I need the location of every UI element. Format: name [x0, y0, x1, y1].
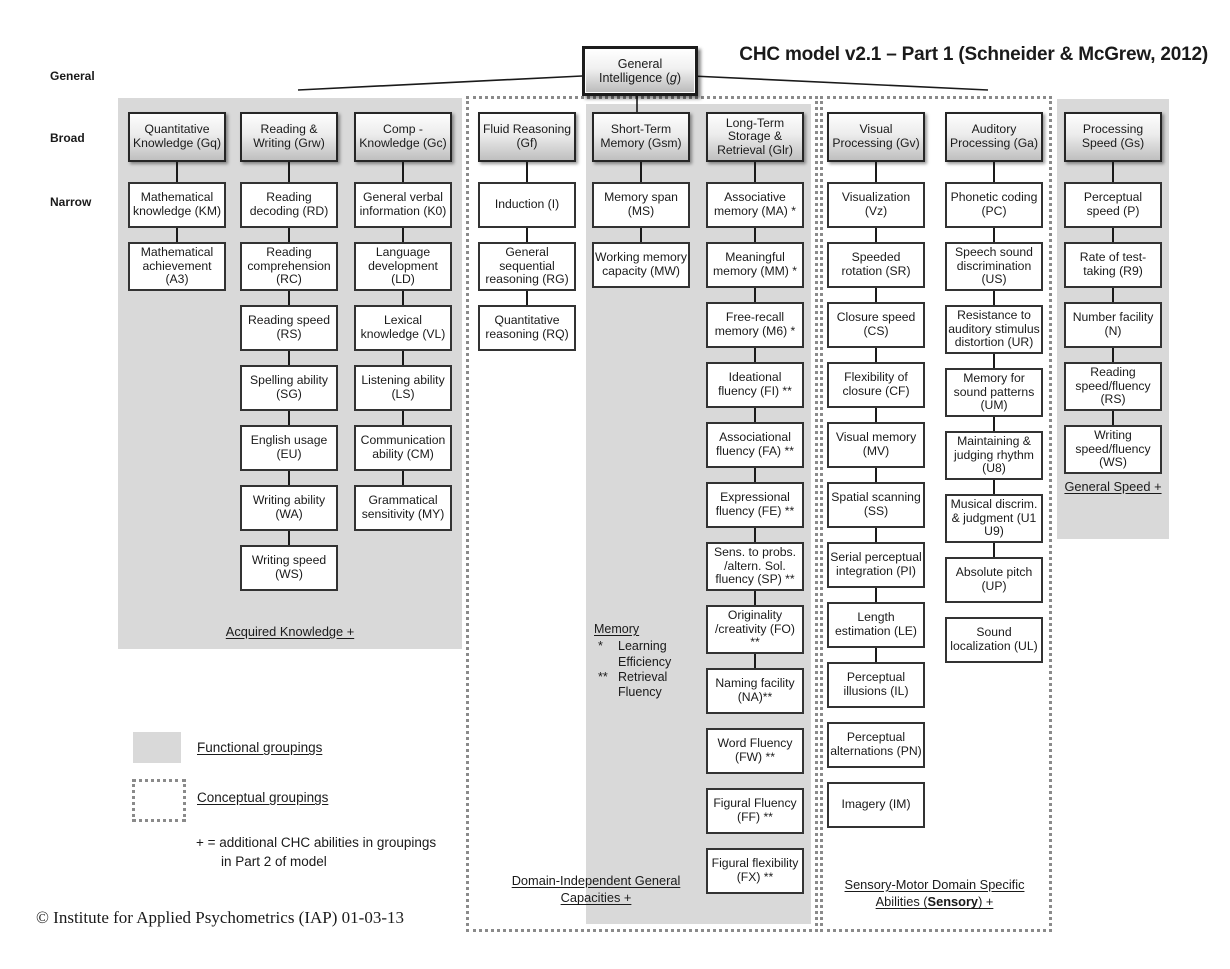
label-acquired-knowledge: Acquired Knowledge +	[225, 624, 355, 639]
narrow-ability-box: Sens. to probs. /altern. Sol. fluency (SP) **	[706, 542, 804, 591]
narrow-ability-box: Number facility (N)	[1064, 302, 1162, 348]
connector-line	[402, 162, 404, 182]
narrow-ability-box: Speech sound discrimination (US)	[945, 242, 1043, 291]
memory-footnote-item: ** Retrieval Fluency	[598, 669, 668, 699]
narrow-ability-box: Memory span (MS)	[592, 182, 690, 228]
memory-footnote	[594, 622, 694, 700]
legend-plus-note: + = additional CHC abilities in groupings in Part 2 of model	[196, 835, 437, 869]
connector-gap	[993, 603, 995, 617]
narrow-ability-box: Closure speed (CS)	[827, 302, 925, 348]
narrow-ability-box: Figural flexibility (FX) **	[706, 848, 804, 894]
label-general-speed: General Speed +	[1064, 479, 1162, 494]
connector-line	[754, 591, 756, 605]
connector-gap	[754, 834, 756, 848]
connector-line	[1112, 411, 1114, 425]
connector-gap	[875, 768, 877, 782]
connector-line	[754, 162, 756, 182]
connector-line	[526, 162, 528, 182]
narrow-ability-box: Speeded rotation (SR)	[827, 242, 925, 288]
column-gs	[1064, 112, 1162, 474]
connector-line	[754, 468, 756, 482]
connector-line	[526, 291, 528, 305]
narrow-ability-box: Listening ability (LS)	[354, 365, 452, 411]
label-sensory-motor: Sensory-Motor Domain Specific Abilities (Sensory) +	[844, 877, 1025, 910]
connector-line	[288, 228, 290, 242]
narrow-ability-box: Lexical knowledge (VL)	[354, 305, 452, 351]
connector-line	[176, 228, 178, 242]
connector-line	[754, 228, 756, 242]
connector-line	[754, 528, 756, 542]
broad-ability-box-grw: Reading & Writing (Grw)	[240, 112, 338, 162]
narrow-ability-box: Imagery (IM)	[827, 782, 925, 828]
narrow-ability-box: General verbal information (K0)	[354, 182, 452, 228]
column-gv	[827, 112, 925, 828]
narrow-ability-box: Spelling ability (SG)	[240, 365, 338, 411]
legend-conceptual-label: Conceptual groupings	[197, 790, 329, 805]
connector-line	[402, 351, 404, 365]
connector-line	[288, 531, 290, 545]
connector-line	[402, 291, 404, 305]
narrow-ability-box: Induction (I)	[478, 182, 576, 228]
narrow-ability-box: Phonetic coding (PC)	[945, 182, 1043, 228]
narrow-ability-box: Meaningful memory (MM) *	[706, 242, 804, 288]
connector-line	[288, 291, 290, 305]
column-gq	[128, 112, 226, 291]
narrow-ability-box: Visualization (Vz)	[827, 182, 925, 228]
narrow-ability-box: Spatial scanning (SS)	[827, 482, 925, 528]
narrow-ability-box: Perceptual alternations (PN)	[827, 722, 925, 768]
connector-line	[402, 228, 404, 242]
narrow-ability-box: Memory for sound patterns (UM)	[945, 368, 1043, 417]
narrow-ability-box: General sequential reasoning (RG)	[478, 242, 576, 291]
connector-line	[993, 543, 995, 557]
row-label-broad: Broad	[50, 131, 85, 145]
narrow-ability-box: Perceptual illusions (IL)	[827, 662, 925, 708]
narrow-ability-box: Ideational fluency (FI) **	[706, 362, 804, 408]
connector-line	[993, 291, 995, 305]
narrow-ability-box: Associational fluency (FA) **	[706, 422, 804, 468]
copyright-text: © Institute for Applied Psychometrics (IAP) 01-03-13	[36, 908, 404, 927]
row-label-general: General	[50, 69, 95, 83]
memory-footnote-title: Memory	[594, 622, 640, 636]
connector-line	[875, 288, 877, 302]
narrow-ability-box: Musical discrim. & judgment (U1 U9)	[945, 494, 1043, 543]
connector-line	[875, 348, 877, 362]
narrow-ability-box: Serial perceptual integration (PI)	[827, 542, 925, 588]
narrow-ability-box: Originality /creativity (FO) **	[706, 605, 804, 654]
narrow-ability-box: Associative memory (MA) *	[706, 182, 804, 228]
connector-line	[875, 162, 877, 182]
narrow-ability-box: Length estimation (LE)	[827, 602, 925, 648]
connector-line	[993, 354, 995, 368]
legend-conceptual-swatch	[132, 779, 186, 822]
narrow-ability-box: Sound localization (UL)	[945, 617, 1043, 663]
connector-line	[993, 162, 995, 182]
general-intelligence-label: General Intelligence (g)	[599, 56, 681, 85]
broad-ability-box-gq: Quantitative Knowledge (Gq)	[128, 112, 226, 162]
row-label-narrow: Narrow	[50, 195, 92, 209]
connector-line	[993, 228, 995, 242]
narrow-ability-box: Grammatical sensitivity (MY)	[354, 485, 452, 531]
broad-ability-box-gc: Comp - Knowledge (Gc)	[354, 112, 452, 162]
diagram-title: CHC model v2.1 – Part 1 (Schneider & McGrew, 2012)	[739, 44, 1208, 65]
connector-gap	[754, 774, 756, 788]
narrow-ability-box: Writing speed (WS)	[240, 545, 338, 591]
connector-line	[288, 351, 290, 365]
narrow-ability-box: Reading decoding (RD)	[240, 182, 338, 228]
connector-line	[1112, 228, 1114, 242]
narrow-ability-box: Quantitative reasoning (RQ)	[478, 305, 576, 351]
connector-line	[875, 648, 877, 662]
broad-ability-box-gv: Visual Processing (Gv)	[827, 112, 925, 162]
connector-gap	[754, 714, 756, 728]
narrow-ability-box: Mathematical achievement (A3)	[128, 242, 226, 291]
connector-line	[288, 411, 290, 425]
narrow-ability-box: Naming facility (NA)**	[706, 668, 804, 714]
narrow-ability-box: Free-recall memory (M6) *	[706, 302, 804, 348]
general-intelligence-box	[582, 46, 698, 96]
connector-line	[875, 528, 877, 542]
narrow-ability-box: Perceptual speed (P)	[1064, 182, 1162, 228]
narrow-ability-box: Working memory capacity (MW)	[592, 242, 690, 288]
narrow-ability-box: Writing speed/fluency (WS)	[1064, 425, 1162, 474]
narrow-ability-box: Rate of test-taking (R9)	[1064, 242, 1162, 288]
broad-ability-box-glr: Long-Term Storage & Retrieval (Glr)	[706, 112, 804, 162]
connector-line	[1112, 288, 1114, 302]
connector-line	[176, 162, 178, 182]
broad-ability-box-gf: Fluid Reasoning (Gf)	[478, 112, 576, 162]
narrow-ability-box: Writing ability (WA)	[240, 485, 338, 531]
column-grw	[240, 112, 338, 591]
connector-line	[875, 408, 877, 422]
narrow-ability-box: Reading speed (RS)	[240, 305, 338, 351]
connector-line	[754, 288, 756, 302]
column-gc	[354, 112, 452, 531]
memory-footnote-item: * Learning Efficiency	[598, 639, 672, 669]
narrow-ability-box: English usage (EU)	[240, 425, 338, 471]
column-ga	[945, 112, 1043, 663]
connector-line	[993, 480, 995, 494]
column-glr	[706, 112, 804, 894]
connector-line	[875, 468, 877, 482]
broad-ability-box-ga: Auditory Processing (Ga)	[945, 112, 1043, 162]
connector-line	[288, 471, 290, 485]
connector-line	[754, 654, 756, 668]
column-gsm	[592, 112, 690, 288]
connector-line	[875, 588, 877, 602]
legend-functional-label: Functional groupings	[197, 740, 323, 755]
connector-line	[402, 411, 404, 425]
broad-ability-box-gsm: Short-Term Memory (Gsm)	[592, 112, 690, 162]
connector-gap	[875, 708, 877, 722]
connector-line	[993, 417, 995, 431]
connector-line	[640, 228, 642, 242]
connector-line	[1112, 162, 1114, 182]
connector-line	[875, 228, 877, 242]
narrow-ability-box: Figural Fluency (FF) **	[706, 788, 804, 834]
narrow-ability-box: Communication ability (CM)	[354, 425, 452, 471]
connector-line	[754, 348, 756, 362]
narrow-ability-box: Resistance to auditory stimulus distortion (UR)	[945, 305, 1043, 354]
narrow-ability-box: Language development (LD)	[354, 242, 452, 291]
narrow-ability-box: Visual memory (MV)	[827, 422, 925, 468]
connector-line	[640, 162, 642, 182]
narrow-ability-box: Reading speed/fluency (RS)	[1064, 362, 1162, 411]
connector-line	[526, 228, 528, 242]
connector-line	[1112, 348, 1114, 362]
label-domain-independent: Domain-Independent General Capacities +	[511, 873, 681, 906]
narrow-ability-box: Maintaining & judging rhythm (U8)	[945, 431, 1043, 480]
narrow-ability-box: Mathematical knowledge (KM)	[128, 182, 226, 228]
connector-line	[754, 408, 756, 422]
column-gf	[478, 112, 576, 351]
connector-line	[288, 162, 290, 182]
legend-functional-swatch	[133, 732, 181, 763]
narrow-ability-box: Reading comprehension (RC)	[240, 242, 338, 291]
narrow-ability-box: Word Fluency (FW) **	[706, 728, 804, 774]
narrow-ability-box: Expressional fluency (FE) **	[706, 482, 804, 528]
narrow-ability-box: Flexibility of closure (CF)	[827, 362, 925, 408]
connector-line	[402, 471, 404, 485]
broad-ability-box-gs: Processing Speed (Gs)	[1064, 112, 1162, 162]
narrow-ability-box: Absolute pitch (UP)	[945, 557, 1043, 603]
